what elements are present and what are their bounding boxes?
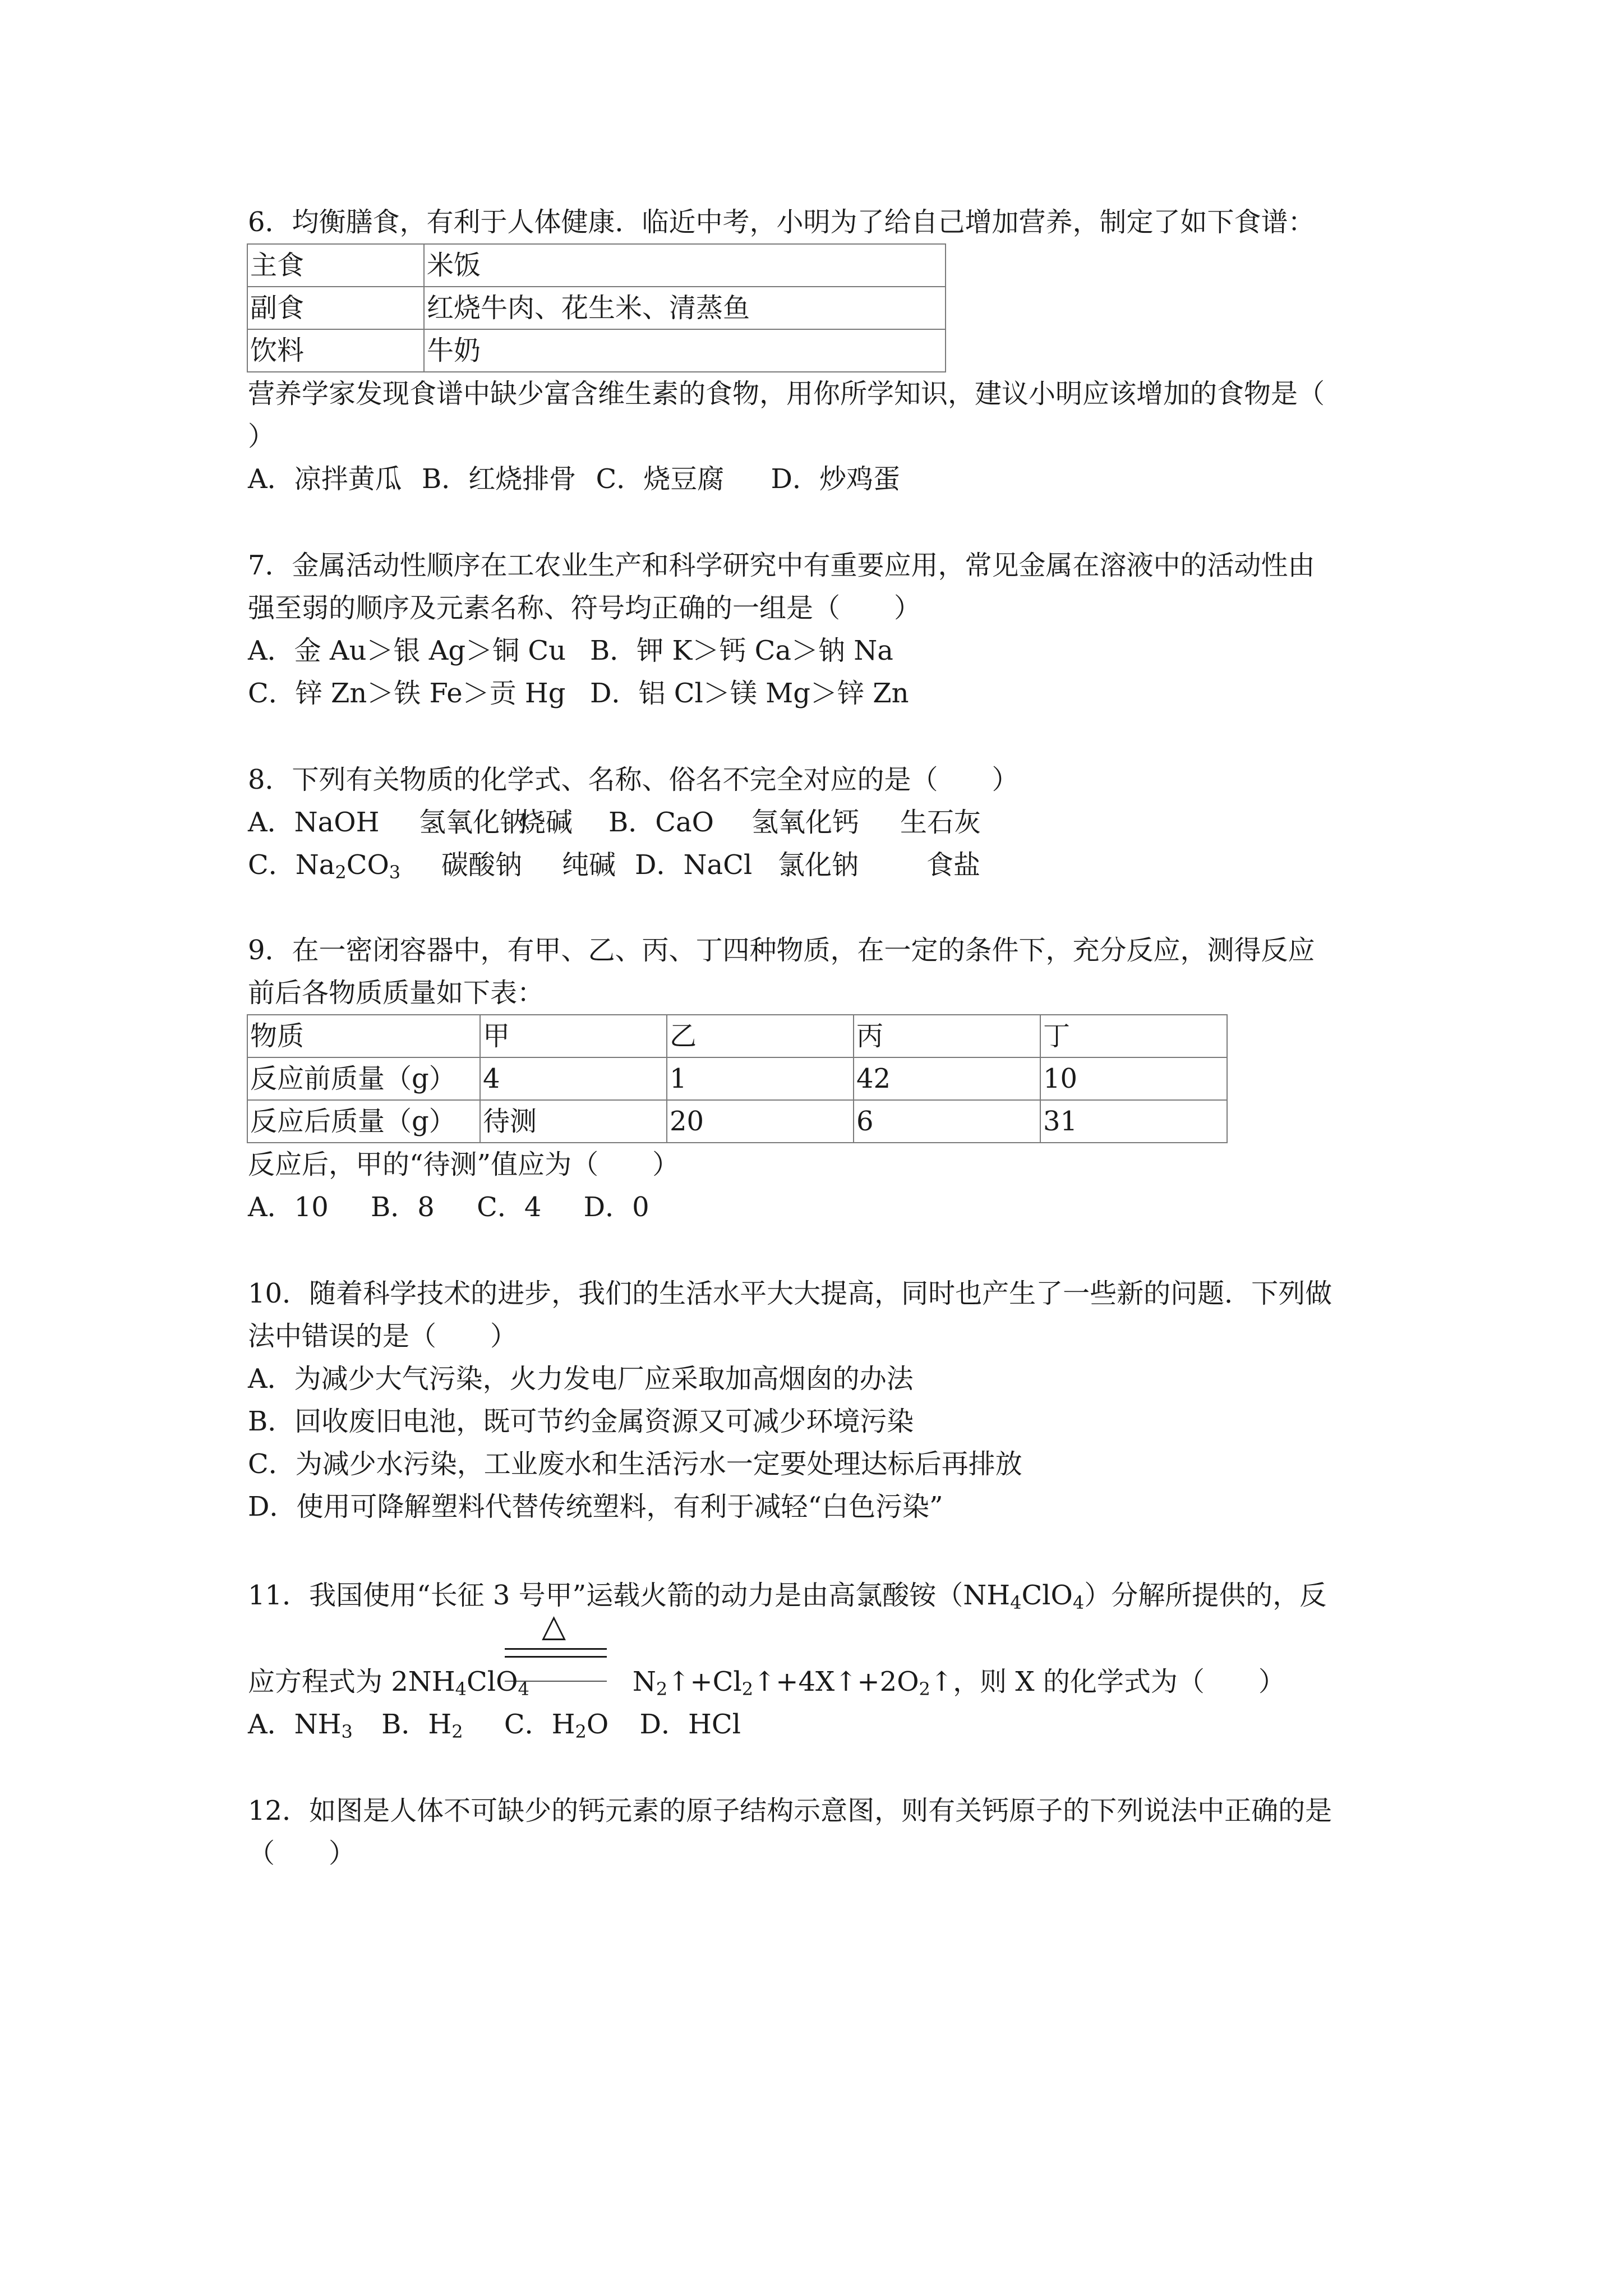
table-cell: 丁 — [1040, 1015, 1227, 1057]
option-c: C．为减少水污染，工业废水和生活污水一定要处理达标后再排放 — [248, 1448, 1022, 1480]
question-11-equation — [248, 1660, 1414, 1746]
question-7-options-row-1 — [248, 629, 1414, 672]
menu-table — [247, 243, 946, 372]
option-a: A．凉拌黄瓜 — [248, 463, 402, 495]
option-b: B．$H_2$ — [381, 1709, 463, 1742]
menu-key: 副食 — [247, 287, 424, 329]
delta-icon: △ — [542, 1608, 566, 1644]
menu-key: 主食 — [247, 244, 424, 287]
question-12-stem-cont: （ ） — [248, 1838, 356, 1869]
table-cell: 31 — [1040, 1100, 1227, 1143]
equation-bar-top — [505, 1648, 607, 1650]
table-cell: 反应后质量（g） — [247, 1100, 480, 1143]
question-12 — [248, 1789, 1414, 1875]
option-d: D．炒鸡蛋 — [771, 463, 900, 495]
option-c-formula: C．$Na_2CO_3$ — [248, 849, 401, 883]
option-b: B．钾 K＞钙 Ca＞钠 Na — [590, 635, 893, 666]
option-d: D．HCl — [639, 1709, 741, 1740]
question-6-text-end: ） — [248, 421, 275, 452]
option-b: B．红烧排骨 — [421, 463, 577, 495]
question-9 — [248, 929, 1414, 1228]
question-11-options — [248, 1703, 1414, 1746]
option-c-name: 碳酸钠 — [441, 849, 523, 881]
question-11-stem: 11．我国使用“长征 3 号甲”运载火箭的动力是由高氯酸铵$(NH_4ClO_4)$分解所提供的，反 — [248, 1580, 1327, 1613]
option-c: C．$H_2O$ — [504, 1709, 609, 1742]
option-b-formula: B．CaO — [608, 807, 714, 838]
question-7 — [248, 544, 1414, 715]
option-c-common: 纯碱 — [562, 849, 616, 881]
option-d-common: 食盐 — [926, 849, 981, 881]
option-c: C．4 — [477, 1191, 542, 1223]
table-cell: 1 — [667, 1057, 854, 1100]
table-cell: 6 — [854, 1100, 1040, 1143]
table-cell: 物质 — [247, 1015, 480, 1057]
table-cell: 4 — [480, 1057, 667, 1100]
question-7-stem-cont: 强至弱的顺序及元素名称、符号均正确的一组是（ ） — [248, 592, 921, 624]
chemical-equation: 应方程式为 $2NH_4ClO_4$ $N_2↑+Cl_2↑+4X↑+2O_2↑$，则 X 的化学式为（ ） — [248, 1666, 1285, 1700]
question-9-stem: 9．在一密闭容器中，有甲、乙、丙、丁四种物质，在一定的条件下，充分反应，测得反应 — [248, 935, 1315, 966]
question-9-stem-cont: 前后各物质质量如下表： — [248, 977, 545, 1009]
option-d-formula: D．NaCl — [635, 849, 753, 881]
mass-table — [247, 1014, 1228, 1143]
question-12-stem: 12．如图是人体不可缺少的钙元素的原子结构示意图，则有关钙原子的下列说法中正确的是 — [248, 1795, 1332, 1826]
option-a: A．金 Au＞银 Ag＞铜 Cu — [248, 635, 566, 666]
table-row — [247, 1057, 1227, 1100]
menu-key: 饮料 — [247, 329, 424, 372]
table-cell: 10 — [1040, 1057, 1227, 1100]
option-b: B．8 — [371, 1191, 435, 1223]
table-cell: 20 — [667, 1100, 854, 1143]
menu-value: 米饭 — [424, 244, 946, 287]
option-a: A．为减少大气污染，火力发电厂应采取加高烟囱的办法 — [248, 1363, 914, 1395]
question-6 — [248, 201, 1414, 500]
question-11 — [248, 1574, 1414, 1617]
menu-value: 红烧牛肉、花生米、清蒸鱼 — [424, 287, 946, 329]
question-10-stem: 10．随着科学技术的进步，我们的生活水平大大提高，同时也产生了一些新的问题．下列做 — [248, 1278, 1332, 1309]
option-b-name: 氢氧化钙 — [751, 807, 860, 838]
option-a-common: 烧碱 — [519, 807, 573, 838]
question-6-text: 营养学家发现食谱中缺少富含维生素的食物，用你所学知识，建议小明应该增加的食物是（ — [248, 378, 1325, 409]
menu-value: 牛奶 — [424, 329, 946, 372]
question-7-stem: 7．金属活动性顺序在工农业生产和科学研究中有重要应用，常见金属在溶液中的活动性由 — [248, 550, 1315, 581]
option-a: A．10 — [248, 1191, 329, 1223]
option-d-name: 氯化钠 — [778, 849, 859, 881]
question-9-text: 反应后，甲的“待测”值应为（ ） — [248, 1149, 680, 1180]
table-row — [247, 329, 946, 372]
question-8 — [248, 758, 1414, 886]
table-cell: 丙 — [854, 1015, 1040, 1057]
option-d: D．使用可降解塑料代替传统塑料，有利于减轻“白色污染” — [248, 1491, 943, 1522]
table-cell: 反应前质量（g） — [247, 1057, 480, 1100]
table-row — [247, 1100, 1227, 1143]
question-10-stem-cont: 法中错误的是（ ） — [248, 1320, 518, 1352]
option-c: C．烧豆腐 — [596, 463, 725, 495]
table-cell: 42 — [854, 1057, 1040, 1100]
question-6-options — [248, 458, 1414, 500]
table-cell: 待测 — [480, 1100, 667, 1143]
equation-bar-bottom — [505, 1656, 607, 1658]
table-row — [247, 287, 946, 329]
table-cell: 乙 — [667, 1015, 854, 1057]
question-8-options-row-2 — [248, 844, 1414, 886]
question-10 — [248, 1272, 1414, 1528]
option-a-name: 氢氧化钠 — [419, 807, 527, 838]
option-a: A．$NH_3$ — [248, 1709, 353, 1742]
option-a-formula: A．NaOH — [248, 807, 380, 838]
option-d: D．铝 Cl＞镁 Mg＞锌 Zn — [590, 678, 909, 709]
question-8-stem: 8．下列有关物质的化学式、名称、俗名不完全对应的是（ ） — [248, 764, 1019, 795]
option-d: D．0 — [583, 1191, 649, 1223]
question-8-options-row-1 — [248, 801, 1414, 844]
option-c: C．锌 Zn＞铁 Fe＞贡 Hg — [248, 678, 566, 709]
option-b-common: 生石灰 — [900, 807, 981, 838]
question-7-options-row-2 — [248, 672, 1414, 715]
option-b: B．回收废旧电池，既可节约金属资源又可减少环境污染 — [248, 1406, 914, 1437]
question-9-options — [248, 1186, 1414, 1228]
table-row — [247, 244, 946, 287]
table-row — [247, 1015, 1227, 1057]
table-cell: 甲 — [480, 1015, 667, 1057]
question-6-stem: 6．均衡膳食，有利于人体健康．临近中考，小明为了给自己增加营养，制定了如下食谱： — [248, 206, 1315, 238]
